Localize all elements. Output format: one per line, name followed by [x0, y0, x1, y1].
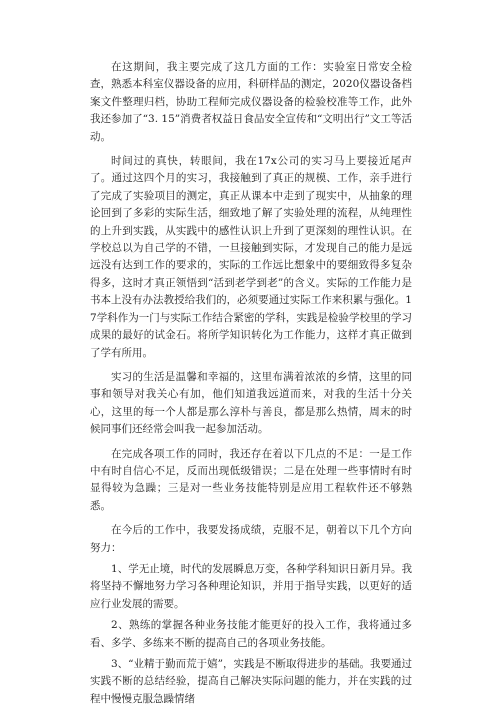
paragraph-internship-reflection: 时间过的真快，转眼间，我在17x公司的实习马上要接近尾声了。通过这四个月的实习，我接触到了真正的规模、工作，亲手进行了完成了实验项目的测定，真正从课本中走到了现实中，从抽象的理论回到了多彩的实际生活，细致地了解了实验处理的流程，从纯理性的上升到实践，从实践中的感性认识上升到了更深刻的理性认识。在学校总以为自己学的不错，一旦接触到实际，才发现自己的能力是远远没有达到工作的要求的，实际的工作远比想象中的要细致得多复杂得多，这时才真正领悟到“活到老学到老”的含义。实际的工作能力是书本上没有办法教授给我们的，必须要通过实际工作来积累与强化。17学科作为一门与实际工作结合紧密的学科，实践是检验学校里的学习成果的最好的试金石。将所学知识转化为工作能力，这样才真正做到了学有所用。 [90, 155, 412, 359]
paragraph-future-directions: 在今后的工作中，我要发扬成绩，克服不足，朝着以下几个方向努力： [90, 524, 412, 554]
paragraph-internship-life: 实习的生活是温馨和幸福的，这里布满着浓浓的乡情，这里的同事和领导对我关心有加，他们知道我远道而来，对我的生活十分关心，这里的每一个人都是那么淳朴与善良，都是那么热情，周末的时候同事们还经常会叫我一起参加活动。 [90, 370, 412, 436]
paragraph-work-summary: 在这期间，我主要完成了这几方面的工作：实验室日常安全检查，熟悉本科室仪器设备的应用，科研样品的测定，2020仪器设备档案文件整理归档，协助工程师完成仪器设备的检验校准等工作，此外我还参加了“3. 15”消费者权益日食品安全宣传和“文明出行”文工等活动。 [90, 61, 412, 143]
list-item-2: 2、熟练的掌握各种业务技能才能更好的投入工作，我将通过多看、多学、多练来不断的提高自己的各项业务技能。 [90, 619, 412, 649]
paragraph-shortcomings: 在完成各项工作的同时，我还存在着以下几点的不足：一是工作中有时自信心不足，反而出现低级错误；二是在处理一些事情时有时显得较为急躁；三是对一些业务技能特别是应用工程软件还不够熟悉。 [90, 447, 412, 512]
list-item-1: 1、学无止境，时代的发展瞬息万变，各种学科知识日新月异。我将坚持不懈地努力学习各种理论知识，并用于指导实践，以更好的适应行业发展的需要。 [90, 562, 412, 610]
document-body [90, 59, 412, 710]
list-item-3: 3、“业精于勤而荒于嬉”，实践是不断取得进步的基础。我要通过实践不断的总结经验，提高自己解决实际问题的能力，并在实践的过程中慢慢克服急躁情绪 [90, 658, 412, 705]
